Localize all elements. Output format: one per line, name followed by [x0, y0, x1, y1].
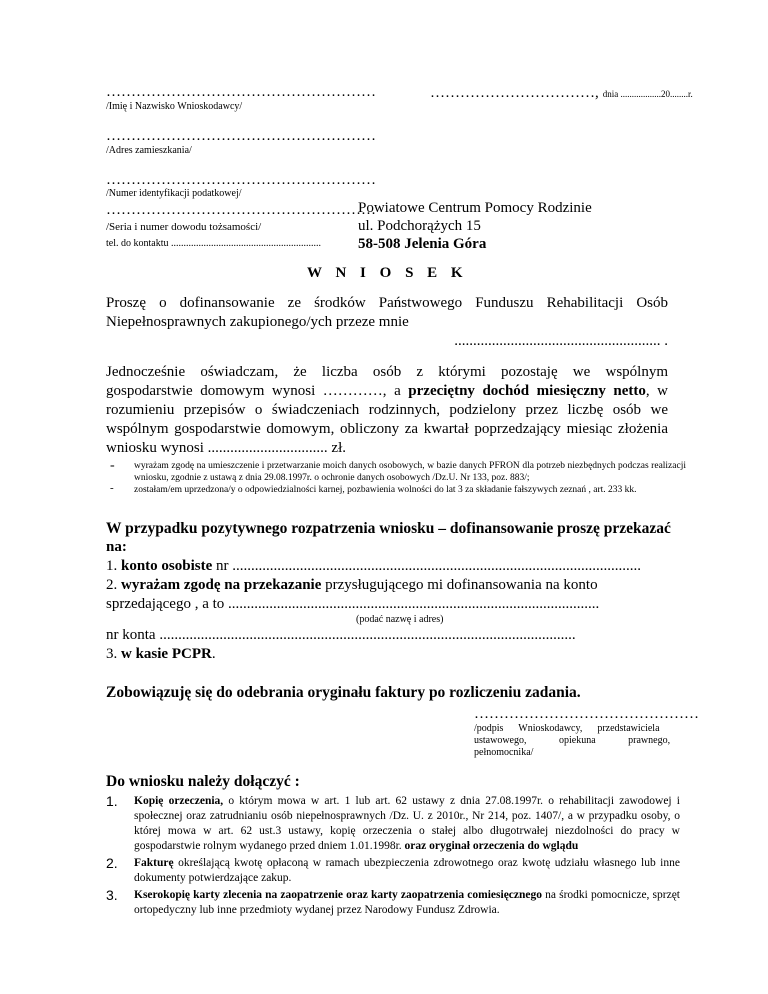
declaration-income-bold: przeciętny dochód miesięczny netto: [408, 383, 646, 399]
declaration-line-2: [106, 382, 668, 401]
declaration-paragraph: [106, 363, 668, 458]
option-2-label: wyrażam zgodę na przekazanie: [121, 577, 322, 593]
declaration-line-3: rozumieniu przepisów o świadczeniach rodzinnych, podzielony przez liczbę osób we: [106, 402, 668, 418]
option-1-number: 1.: [106, 558, 118, 574]
request-item-dots[interactable]: ....................................................... .: [454, 333, 668, 349]
attachment-item-3: [106, 888, 680, 918]
option-1-label: konto osobiste: [121, 558, 213, 574]
recipient-name: Powiatowe Centrum Pomocy Rodzinie: [358, 200, 592, 216]
request-line-1: Proszę o dofinansowanie ze środków Państwowego Funduszu Rehabilitacji Osób: [106, 295, 668, 311]
request-line-2: Niepełnosprawnych zakupionego/ych przeze mnie: [106, 314, 409, 330]
attachment-bold-tail: oraz oryginał orzeczenia do wglądu: [404, 840, 579, 852]
option-2-hint: (podać nazwę i adres): [356, 614, 444, 625]
consent-bullet: -: [110, 482, 114, 494]
signature-block: [474, 706, 699, 759]
declaration-text-a: gospodarstwie domowym wynosi …………, a: [106, 383, 409, 399]
attachment-number: 2.: [106, 855, 118, 871]
id-label: /Seria i numer dowodu tożsamości/: [106, 221, 262, 233]
payment-option-3[interactable]: [106, 645, 678, 664]
recipient-street: ul. Podchorążych 15: [358, 218, 481, 234]
name-label: /Imię i Nazwisko Wnioskodawcy/: [106, 101, 243, 112]
option-3-label: w kasie PCPR: [121, 646, 212, 662]
option-3-number: 3.: [106, 646, 118, 662]
attachment-text: na środki pomocnicze, sprzęt ortopedyczny lub inne przedmioty wydanej przez Narodowy Fundusz Zdrowia.: [134, 889, 681, 916]
attachment-text: określającą kwotę opłaconą w ramach ubezpieczenia zdrowotnego oraz kwotę udziału własnego lub inne dokumenty potwierdzające zakup.: [134, 857, 680, 884]
consent-data-processing: wyrażam zgodę na umieszczenie i przetwarzanie moich danych osobowych, w bazie danych PFRON dla potrzeb niezbędnych podczas realizacji wniosku, zgodnie z ustawą z dnia 29.08.1997r. o ochronie danych osobowych /Dz.U. Nr 133, poz. 883/;: [134, 461, 686, 483]
consent-bullet: -: [110, 458, 115, 473]
attachment-bold: Kopię orzeczenia,: [134, 795, 224, 807]
option-1-dots[interactable]: nr .............................................................................................................: [212, 558, 642, 574]
attachment-text: o którym mowa w art. 1 lub art. 62 ustawy z dnia 27.08.1997r. o rehabilitacji zawodowej i społecznej oraz zatrudnianiu osób niepełnosprawnych /Dz. U. z 2010r., Nr 214, poz. 1407/, a w przypadku osoby, o której mowa w art. 62 ust.3 ustawy, kopię orzeczenia o stałej albo długotrwałej niezdolności do pracy w gospodarstwie rolnym wydanego przed dniem 1.01.1998r.: [134, 795, 680, 852]
attachments-list: [106, 794, 680, 920]
attachment-bold: Fakturę: [134, 857, 174, 869]
date-text[interactable]: dnia ..................20........r.: [602, 89, 693, 99]
document-title: W N I O S E K: [307, 265, 468, 281]
id-dots[interactable]: ………………………………………………: [106, 202, 376, 218]
signature-label-3: pełnomocnika/: [474, 747, 534, 758]
declaration-line-4: wspólnym gospodarstwie domowym, obliczony za kwartał poprzedzający miesiąc złożenia: [106, 421, 668, 437]
option-2-text: przysługującego mi dofinansowania na konto: [321, 577, 598, 593]
payment-option-1[interactable]: [106, 557, 678, 576]
consents-list: [106, 460, 686, 496]
payment-option-2[interactable]: [106, 576, 678, 595]
obligation-statement: Zobowiązuję się do odebrania oryginału faktury po rozliczeniu zadania.: [106, 684, 581, 701]
request-paragraph: [106, 294, 668, 351]
declaration-line-1: Jednocześnie oświadczam, że liczba osób z którymi pozostaję we wspólnym: [106, 364, 668, 380]
consent-item: [106, 460, 686, 484]
name-dots[interactable]: ………………………………………………: [106, 84, 376, 100]
payment-heading-2: na:: [106, 539, 127, 555]
option-2-number: 2.: [106, 577, 118, 593]
consent-item: [106, 484, 686, 496]
address-label: /Adres zamieszkania/: [106, 145, 192, 156]
option-3-end: .: [211, 646, 216, 662]
declaration-text-c: , w: [645, 383, 668, 399]
attachment-item-2: [106, 856, 680, 886]
nip-dots[interactable]: ………………………………………………: [106, 172, 376, 188]
phone-label: tel. do kontaktu: [106, 238, 169, 249]
signature-label-2: ustawowego, opiekuna prawnego,: [474, 735, 671, 746]
attachment-number: 1.: [106, 793, 118, 809]
place-date: [430, 84, 693, 102]
place-dots[interactable]: ……………………………,: [430, 85, 599, 101]
phone-row: [106, 238, 321, 249]
consent-criminal-liability: zostałam/em uprzedzona/y o odpowiedzialności karnej, pozbawienia wolności do lat 3 za składanie fałszywych zeznań , art. 233 kk.: [134, 485, 637, 495]
option-2-seller-dots[interactable]: sprzedającego , a to ...................................................................................................: [106, 596, 600, 612]
signature-label-1: /podpis Wnioskodawcy, przedstawiciela: [474, 723, 660, 734]
option-2-account-dots[interactable]: nr konta ...............................................................................................................: [106, 627, 576, 643]
recipient-address: [358, 199, 592, 253]
address-dots[interactable]: ………………………………………………: [106, 128, 376, 144]
attachment-number: 3.: [106, 887, 118, 903]
declaration-line-5: wniosku wynosi ................................ zł.: [106, 440, 346, 456]
payment-heading-1: W przypadku pozytywnego rozpatrzenia wniosku – dofinansowanie proszę przekazać: [106, 520, 671, 537]
attachment-bold: Kserokopię karty zlecenia na zaopatrzenie oraz karty zaopatrzenia comiesięcznego: [134, 889, 543, 901]
payment-section: [106, 519, 678, 664]
phone-dots[interactable]: ............................................................: [171, 238, 321, 249]
attachments-heading: Do wniosku należy dołączyć :: [106, 773, 300, 790]
attachment-item-1: [106, 794, 680, 854]
recipient-city: 58-508 Jelenia Góra: [358, 236, 487, 252]
signature-dots[interactable]: ………………………………………: [474, 706, 699, 722]
nip-label: /Numer identyfikacji podatkowej/: [106, 188, 242, 199]
